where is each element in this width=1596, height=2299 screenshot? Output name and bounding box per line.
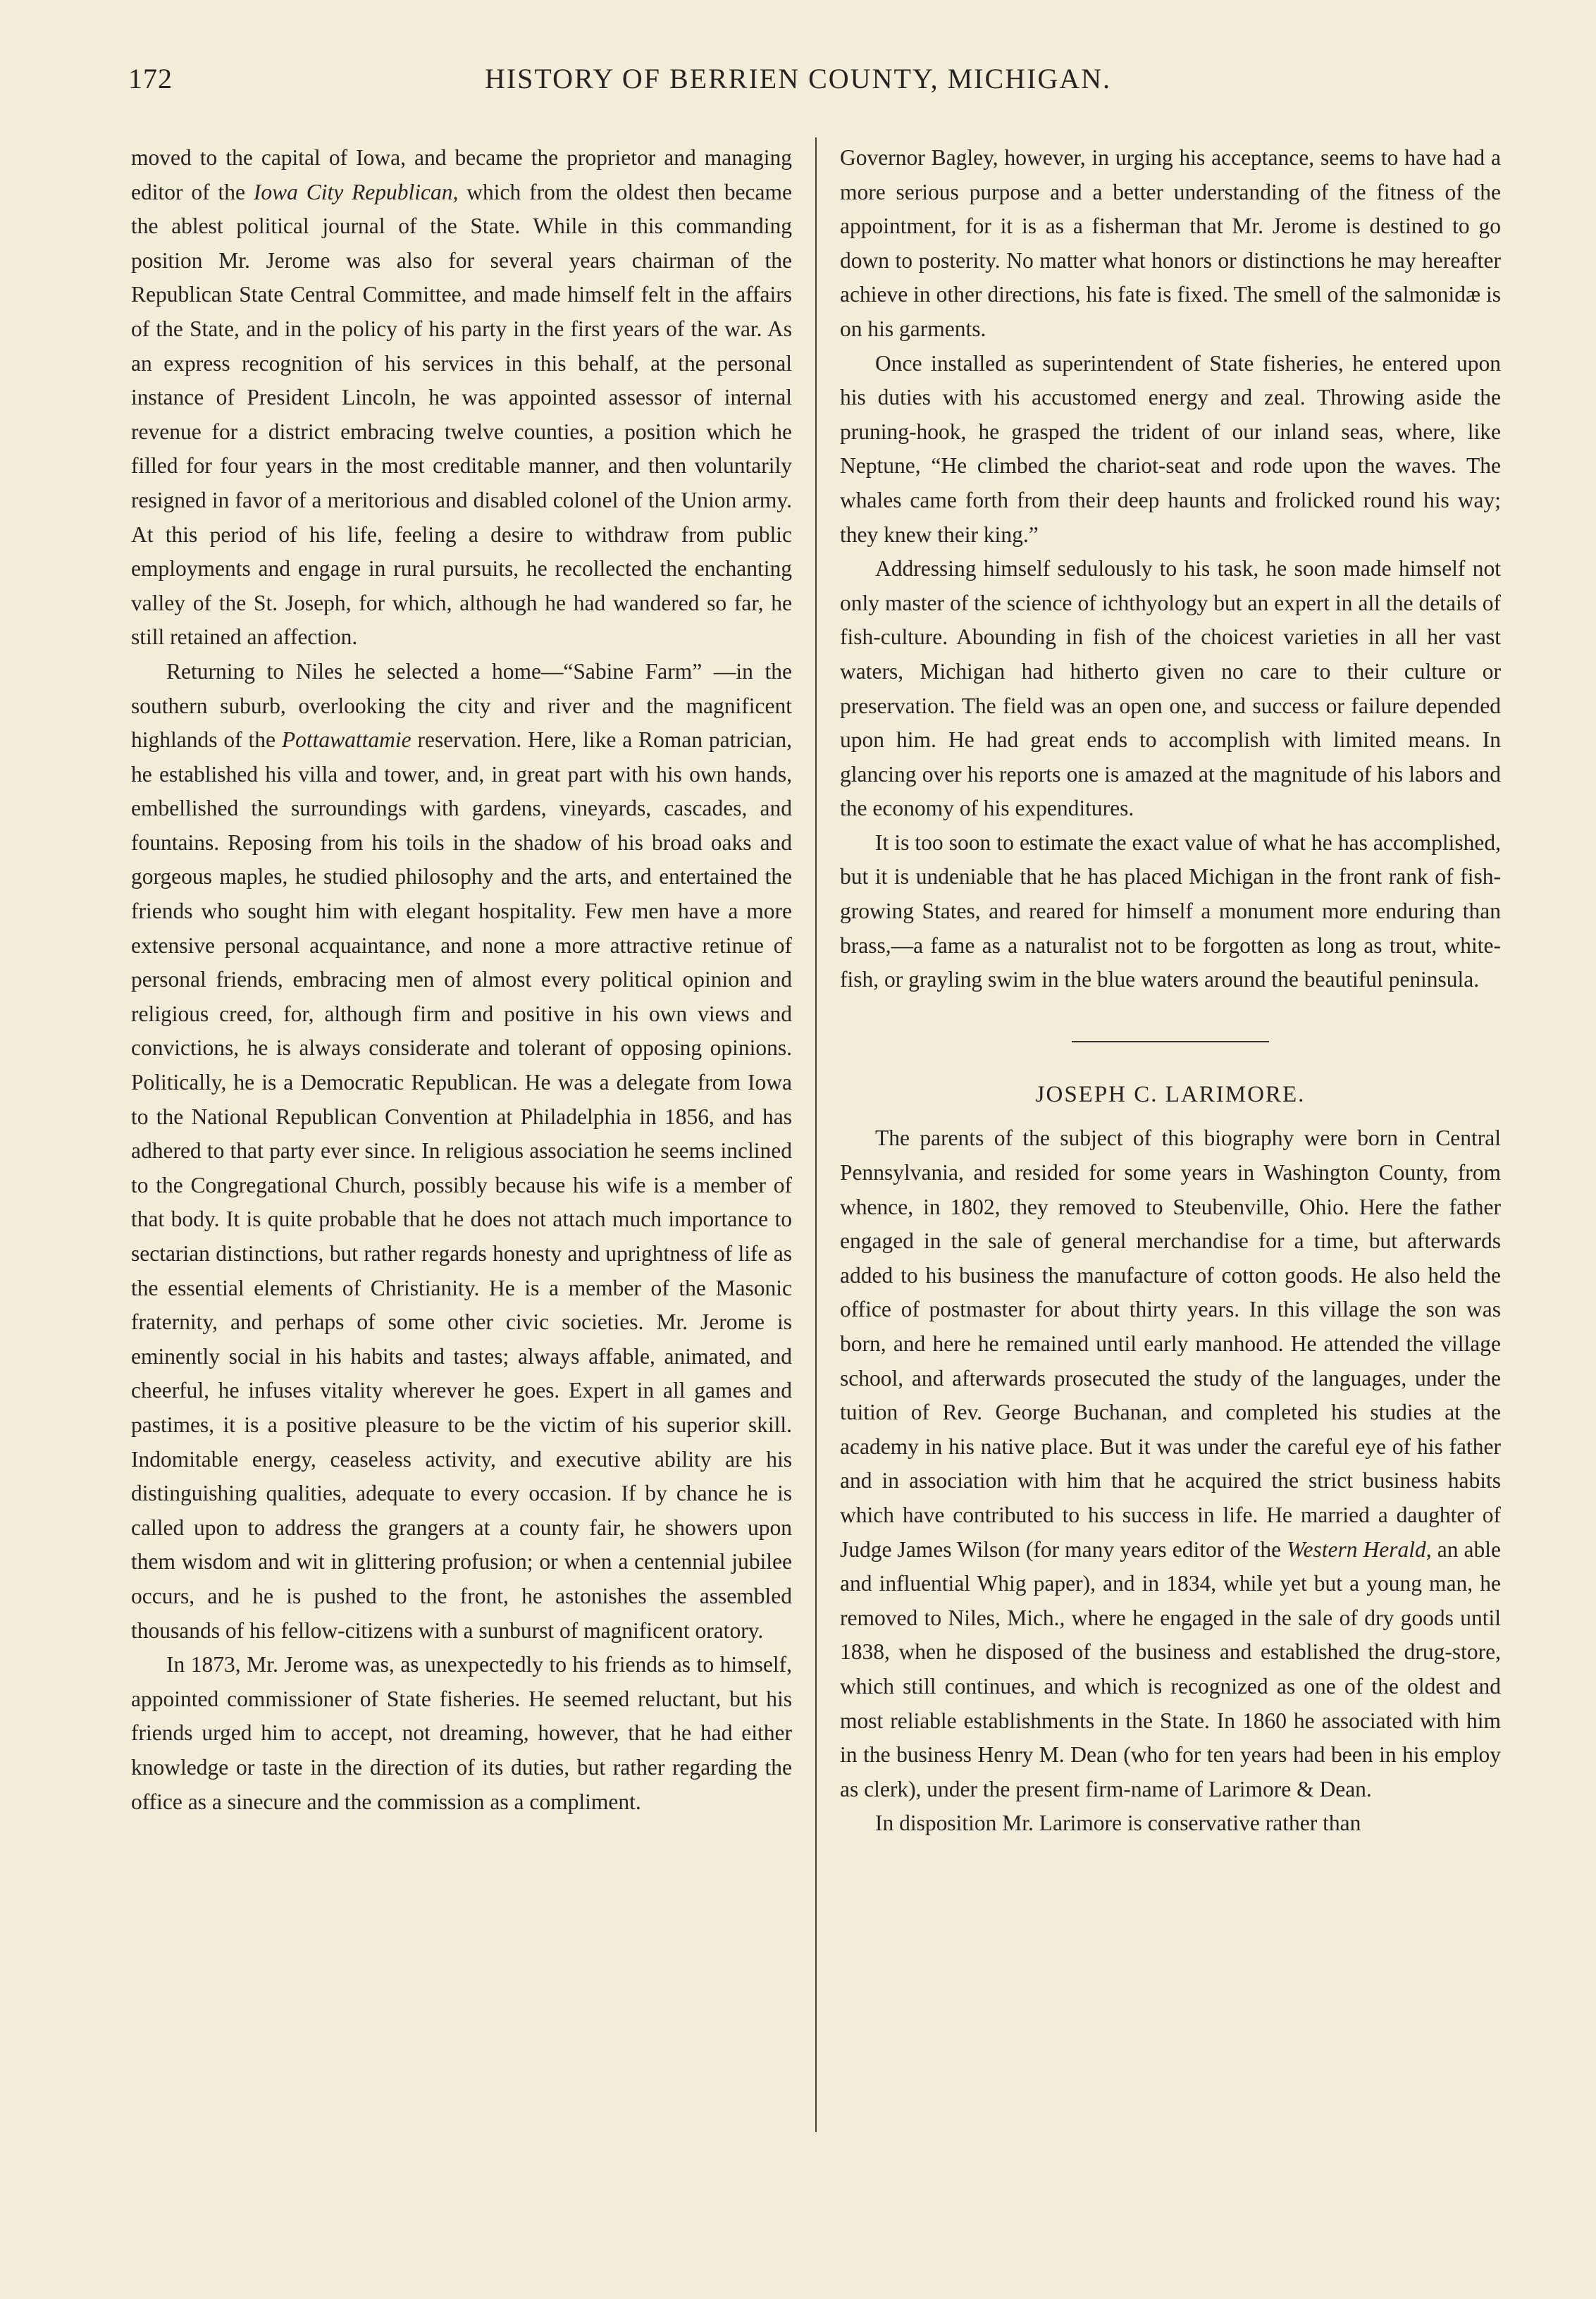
paragraph: Governor Bagley, however, in urging his acceptance, seems to have had a more serious purpose and a better understanding of the fitness of the appointment, for it is as a fisherman that Mr. Jerome is destined to go down to posterity. No matter what honors or distinctions he may hereafter achieve in other directions, his fate is fixed. The smell of the salmonidæ is on his garments. — [840, 145, 1501, 341]
paragraph-text: The parents of the subject of this biography were born in Central Pennsylvania, and resided for some years in Washington County, from whence, in 1802, they removed to Steubenville, Ohio. Here the father engaged in the sale of general merchandise for a time, but afterwards added to his business the manufacture of cotton goods. He also held the office of postmaster for about thirty years. In this village the son was born, and here he remained until early manhood. He attended the village school, and afterwards prosecuted the study of the languages, under the tuition of Rev. George Buchanan, and completed his studies at the academy in his native place. But it was under the careful eye of his father and in association with him that he acquired the strict business habits which have contributed to his success in life. He married a daughter of Judge James Wilson (for many years editor of the — [840, 1126, 1501, 1562]
paragraph: In disposition Mr. Larimore is conservative rather than — [875, 1811, 1361, 1836]
paragraph — [840, 1121, 1501, 1806]
paragraph: It is too soon to estimate the exact value of what he has accomplished, but it is undeniable that he has placed Michigan in the front rank of fish-growing States, and reared for himself a monument more enduring than brass,—a fame as a naturalist not to be forgotten as long as trout, white-fish, or grayling swim in the blue waters around the beautiful peninsula. — [840, 830, 1501, 992]
paragraph-text: an able and influential Whig paper), and in 1834, while yet but a young man, he removed to Niles, Mich., where he engaged in the sale of dry goods until 1838, when he disposed of the business and established the drug-store, which still continues, and which is recognized as one of the oldest and most reliable establishments in the State. In 1860 he associated with him in the business Henry M. Dean (who for ten years had been in his employ as clerk), under the present firm-name of Larimore & Dean. — [840, 1536, 1501, 1801]
paragraph — [131, 141, 792, 655]
right-column — [840, 141, 1501, 1841]
column-divider — [815, 137, 817, 2132]
paragraph-text: which from the oldest then became the ablest political journal of the State. While in this commanding position Mr. Jerome was also for several years chairman of the Republican State Central Committee, and made himself felt in the affairs of the State, and in the policy of his party in the first years of the war. As an express recognition of his services in this behalf, at the personal instance of President Lincoln, he was appointed assessor of internal revenue for a district embracing twelve counties, a position which he filled for four years in the most creditable manner, and then voluntarily resigned in favor of a meritorious and disabled colonel of the Union army. At this period of his life, feeling a desire to withdraw from public employments and engage in rural pursuits, he recollected the enchanting valley of the St. Joseph, for which, although he had wandered so far, he still retained an affection. — [131, 179, 792, 650]
section-divider — [1072, 1041, 1269, 1042]
paragraph-text: reservation. Here, like a Roman patrician, he established his villa and tower, and, in great part with his own hands, embellished the surroundings with gardens, vineyards, cascades, and fountains. Reposing from his toils in the shadow of his broad oaks and gorgeous maples, he studied philosophy and the arts, and entertained the friends who sought him with elegant hospitality. Few men have a more extensive personal acquaintance, and none a more attractive retinue of personal friends, embracing men of almost every political opinion and religious creed, for, although firm and positive in his own views and convictions, he is always considerate and tolerant of opposing opinions. Politically, he is a Democratic Republican. He was a delegate from Iowa to the National Republican Convention at Philadelphia in 1856, and has adhered to that party ever since. In religious association he seems inclined to the Congregational Church, possibly because his wife is a member of that body. It is quite probable that he does not attach much importance to sectarian distinctions, but rather regards honesty and uprightness of life as the essential elements of Christianity. He is a member of the Masonic fraternity, and perhaps of some other civic societies. Mr. Jerome is eminently social in his habits and tastes; always affable, animated, and cheerful, he infuses vitality wherever he goes. Expert in all games and pastimes, it is a positive pleasure to be the victim of his superior skill. Indomitable energy, ceaseless activity, and executive ability are his distinguishing qualities, adequate to every occasion. If by chance he is called upon to address the grangers at a county fair, he showers upon them wisdom and wit in glittering profusion; or when a centennial jubilee occurs, and he is pushed to the front, he astonishes the assembled thousands of his fellow-citizens with a sunburst of magnificent oratory. — [131, 727, 792, 1643]
reservation-name: Pottawattamie — [281, 727, 412, 753]
section-title: JOSEPH C. LARIMORE. — [1035, 1081, 1306, 1107]
running-title: HISTORY OF BERRIEN COUNTY, MICHIGAN. — [484, 63, 1112, 94]
paragraph: Once installed as superintendent of State fisheries, he entered upon his duties with his accustomed energy and zeal. Throwing aside the pruning-hook, he grasped the trident of our inland seas, where, like Neptune, “He climbed the chariot-seat and rode upon the waves. The whales came forth from their deep haunts and frolicked round his way; they knew their king.” — [840, 350, 1501, 547]
page-number: 172 — [128, 63, 173, 94]
paragraph: In 1873, Mr. Jerome was, as unexpectedly to his friends as to himself, appointed commissioner of State fisheries. He seemed reluctant, but his friends urged him to accept, not dreaming, however, that he had either knowledge or taste in the direction of its duties, but rather regarding the office as a sinecure and the commission as a compliment. — [131, 1652, 792, 1814]
paragraph-text: moved to the capital of Iowa, and became the proprietor and managing editor of the — [131, 145, 792, 204]
newspaper-title: Iowa City Republican, — [253, 179, 459, 204]
newspaper-title: Western Herald, — [1287, 1536, 1432, 1562]
paragraph — [131, 655, 792, 1648]
left-column — [131, 141, 792, 1819]
paragraph: Addressing himself sedulously to his task, he soon made himself not only master of the science of ichthyology but an expert in all the details of fish-culture. Abounding in fish of the choicest varieties in all her vast waters, Michigan had hitherto given no care to their culture or preservation. The field was an open one, and success or failure depended upon him. He had great ends to accomplish with limited means. In glancing over his reports one is amazed at the magnitude of his labors and the economy of his expenditures. — [840, 556, 1501, 821]
paragraph-text: Returning to Niles he selected a home—“Sabine Farm” —in the southern suburb, overlooking the city and river and the magnificent highlands of the — [131, 658, 792, 753]
